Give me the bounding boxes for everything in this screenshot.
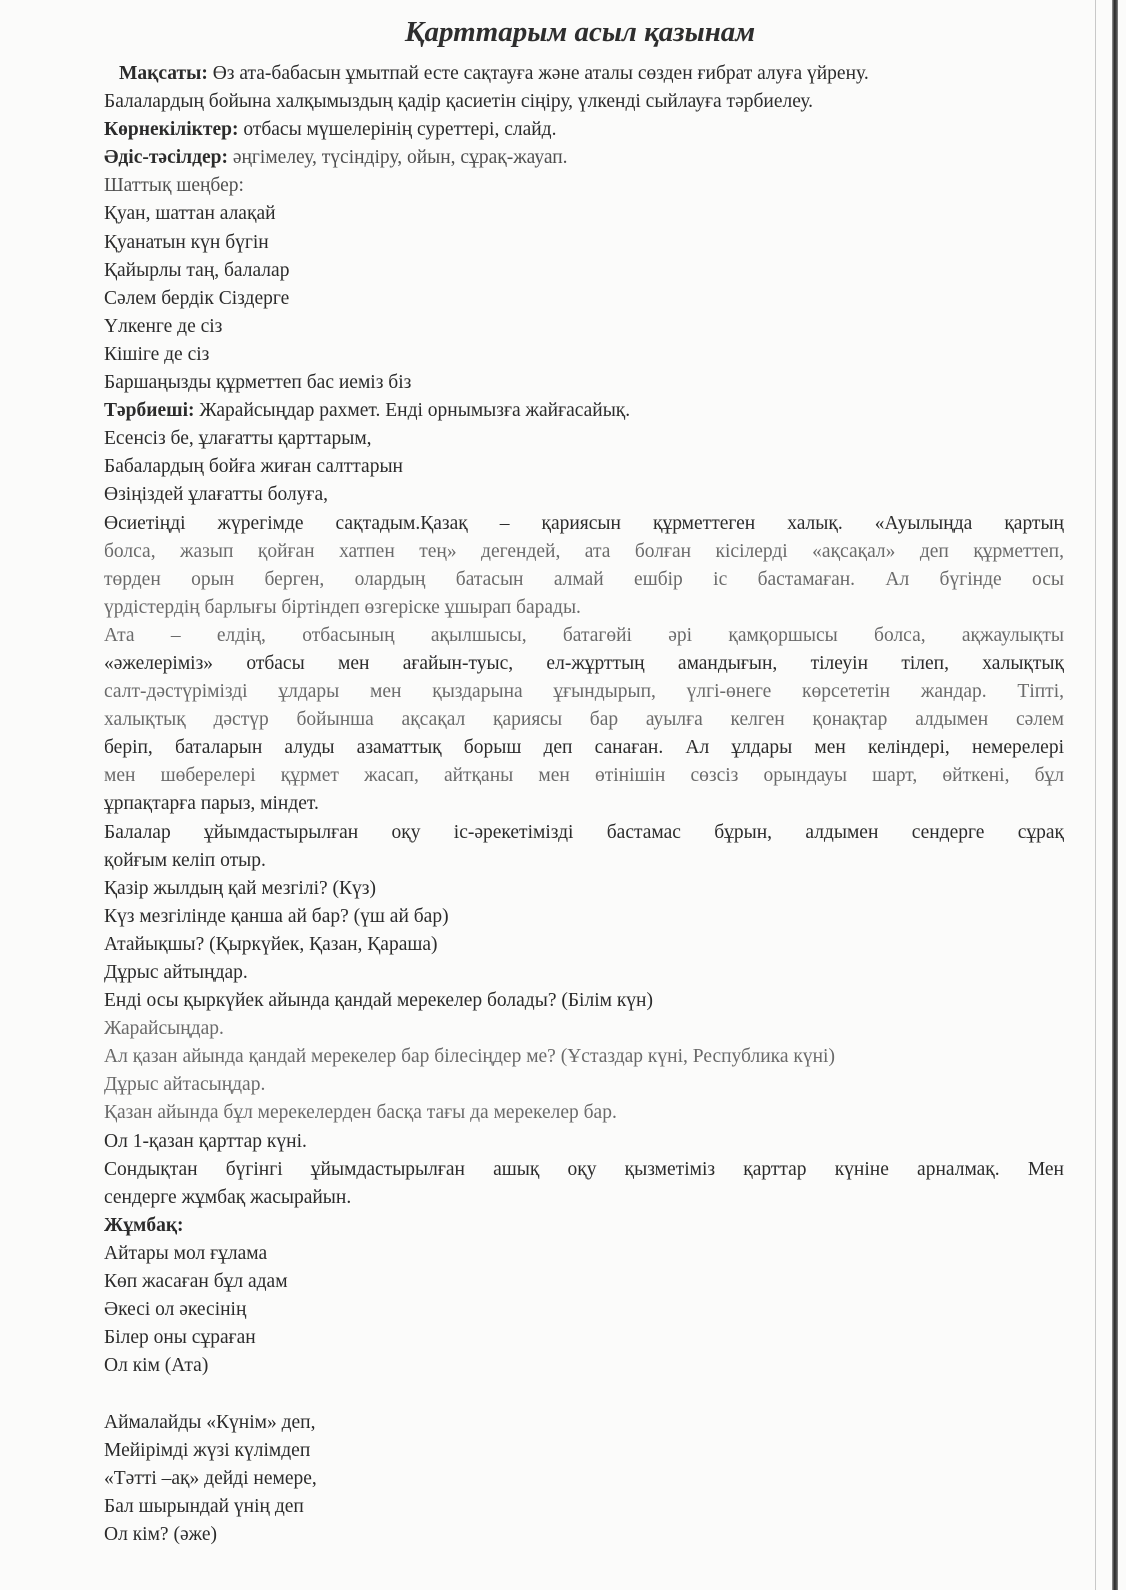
circle-line: Қайырлы таң, балалар bbox=[104, 259, 290, 281]
document-body bbox=[104, 60, 1064, 1549]
riddle-line: Бал шырындай үнің деп bbox=[104, 1495, 304, 1517]
body-line: беріп, баталарын алуды азаматтық борыш деп санаған. Ал ұлдары мен келіндері, немерелері bbox=[104, 737, 1064, 759]
methods-label: Әдіс-тәсілдер: bbox=[104, 147, 228, 169]
riddle-line: Мейірімді жүзі күлімдеп bbox=[104, 1439, 311, 1461]
aim-line-2: Балалардың бойына халқымыздың қадір қасиетін сіңіру, үлкенді сыйлауға тәрбиелеу. bbox=[104, 91, 814, 113]
visuals-line bbox=[104, 116, 1064, 144]
qa-line: Дұрыс айтыңдар. bbox=[104, 962, 248, 983]
scan-edge-line bbox=[1095, 0, 1096, 1590]
body-line: мен шөберелері құрмет жасап, айтқаны мен өтінішін сөзсіз орындауы шарт, өйткені, бұл bbox=[104, 765, 1064, 787]
circle-line: Үлкенге де сіз bbox=[104, 315, 223, 337]
riddle-line: Ол кім? (әже) bbox=[104, 1523, 217, 1545]
riddle-line: Көп жасаған бұл адам bbox=[104, 1271, 288, 1293]
body-line: Балалар ұйымдастырылған оқу іс-әрекетімізді бастамас бұрын, алдымен сендерге сұрақ bbox=[104, 821, 1064, 843]
body-line: «әжелеріміз» отбасы мен ағайын-туыс, ел-жұрттың амандығын, тілеуін тілеп, халықтық bbox=[104, 652, 1064, 674]
qa-line: Жарайсыңдар. bbox=[104, 1018, 224, 1040]
circle-line: Қуанатын күн бүгін bbox=[104, 231, 269, 253]
riddle-line: Әкесі ол әкесінің bbox=[104, 1299, 247, 1321]
circle-line: Сәлем бердік Сіздерге bbox=[104, 287, 290, 309]
body-line: төрден орын берген, олардың батасын алмай ешбір іс бастамаған. Ал бүгінде осы bbox=[104, 568, 1064, 590]
qa-line: сендерге жұмбақ жасырайын. bbox=[104, 1186, 352, 1208]
qa-line: Сондықтан бүгінгі ұйымдастырылған ашық оқу қызметіміз қарттар күніне арналмақ. Мен bbox=[104, 1158, 1064, 1180]
riddle-label: Жұмбақ: bbox=[104, 1214, 184, 1236]
body-line: халықтық дәстүр бойынша ақсақал қариясы бар ауылға келген қонақтар алдымен сәлем bbox=[104, 709, 1064, 731]
visuals-text: отбасы мүшелерінің суреттері, слайд. bbox=[238, 119, 557, 141]
circle-heading: Шаттық шеңбер: bbox=[104, 175, 244, 197]
teacher-line bbox=[104, 397, 1064, 425]
riddle-line: Білер оны сұраған bbox=[104, 1327, 256, 1349]
riddle-line: Айтары мол ғұлама bbox=[104, 1242, 268, 1264]
scan-binding-edge bbox=[1112, 0, 1118, 1590]
body-line: Ата – елдің, отбасының ақылшысы, батагөйі әрі қамқоршысы болса, ақжаулықты bbox=[104, 624, 1064, 646]
circle-line: Кішіге де сіз bbox=[104, 343, 210, 365]
methods-line bbox=[104, 144, 1064, 172]
qa-line: Атайықшы? (Қыркүйек, Қазан, Қараша) bbox=[104, 933, 438, 955]
riddle-line: Ол кім (Ата) bbox=[104, 1355, 209, 1377]
body-line: салт-дәстүрімізді ұлдары мен қыздарына ұғындырып, үлгі-өнеге көрсететін жандар. Тіпті, bbox=[104, 681, 1064, 703]
circle-line: Баршаңызды құрметтеп бас иеміз біз bbox=[104, 372, 412, 394]
body-line: болса, жазып қойған хатпен тең» дегендей, ата болған кісілерді «ақсақал» деп құрметтеп, bbox=[104, 540, 1064, 562]
page-title: Қарттарым асыл қазынам bbox=[404, 16, 756, 48]
qa-line: Ал қазан айында қандай мерекелер бар білесіңдер ме? (Ұстаздар күні, Республика күні) bbox=[104, 1046, 835, 1068]
poem-line: Өзіңіздей ұлағатты болуға, bbox=[104, 484, 329, 506]
body-line: қойғым келіп отыр. bbox=[104, 849, 266, 871]
aim-text: Өз ата-бабасын ұмытпай есте сақтауға және аталы сөзден ғибрат алуға үйрену. bbox=[207, 63, 869, 84]
riddle-line: «Тәтті –ақ» дейді немере, bbox=[104, 1467, 317, 1489]
riddle-line: Аймалайды «Күнім» деп, bbox=[104, 1411, 316, 1433]
qa-line: Ол 1-қазан қарттар күні. bbox=[104, 1130, 307, 1152]
body-line: Өсиетіңді жүрегімде сақтадым.Қазақ – қариясын құрметтеген халық. «Ауылыңда қартың bbox=[104, 512, 1064, 534]
teacher-text: Жарайсыңдар рахмет. Енді орнымызға жайғасайық. bbox=[194, 400, 631, 422]
aim-line bbox=[104, 60, 1064, 88]
circle-line: Қуан, шаттан алақай bbox=[104, 203, 276, 225]
qa-line: Енді осы қыркүйек айында қандай мерекелер болады? (Білім күн) bbox=[104, 990, 653, 1012]
blank-line bbox=[104, 1380, 1064, 1408]
qa-line: Күз мезгілінде қанша ай бар? (үш ай бар) bbox=[104, 905, 449, 927]
aim-label: Мақсаты: bbox=[119, 63, 208, 84]
teacher-label: Тәрбиеші: bbox=[104, 400, 195, 422]
qa-line: Дұрыс айтасыңдар. bbox=[104, 1074, 266, 1096]
methods-text: әңгімелеу, түсіндіру, ойын, сұрақ-жауап. bbox=[227, 147, 568, 169]
poem-line: Бабалардың бойға жиған салттарын bbox=[104, 456, 403, 478]
visuals-label: Көрнекіліктер: bbox=[104, 119, 239, 141]
qa-line: Қазір жылдың қай мезгілі? (Күз) bbox=[104, 877, 376, 899]
qa-line: Қазан айында бұл мерекелерден басқа тағы да мерекелер бар. bbox=[104, 1102, 617, 1124]
body-line: үрдістердің барлығы біртіндеп өзгеріске ұшырап барады. bbox=[104, 596, 581, 618]
body-line: ұрпақтарға парыз, міндет. bbox=[104, 793, 319, 815]
poem-line: Есенсіз бе, ұлағатты қарттарым, bbox=[104, 428, 372, 450]
